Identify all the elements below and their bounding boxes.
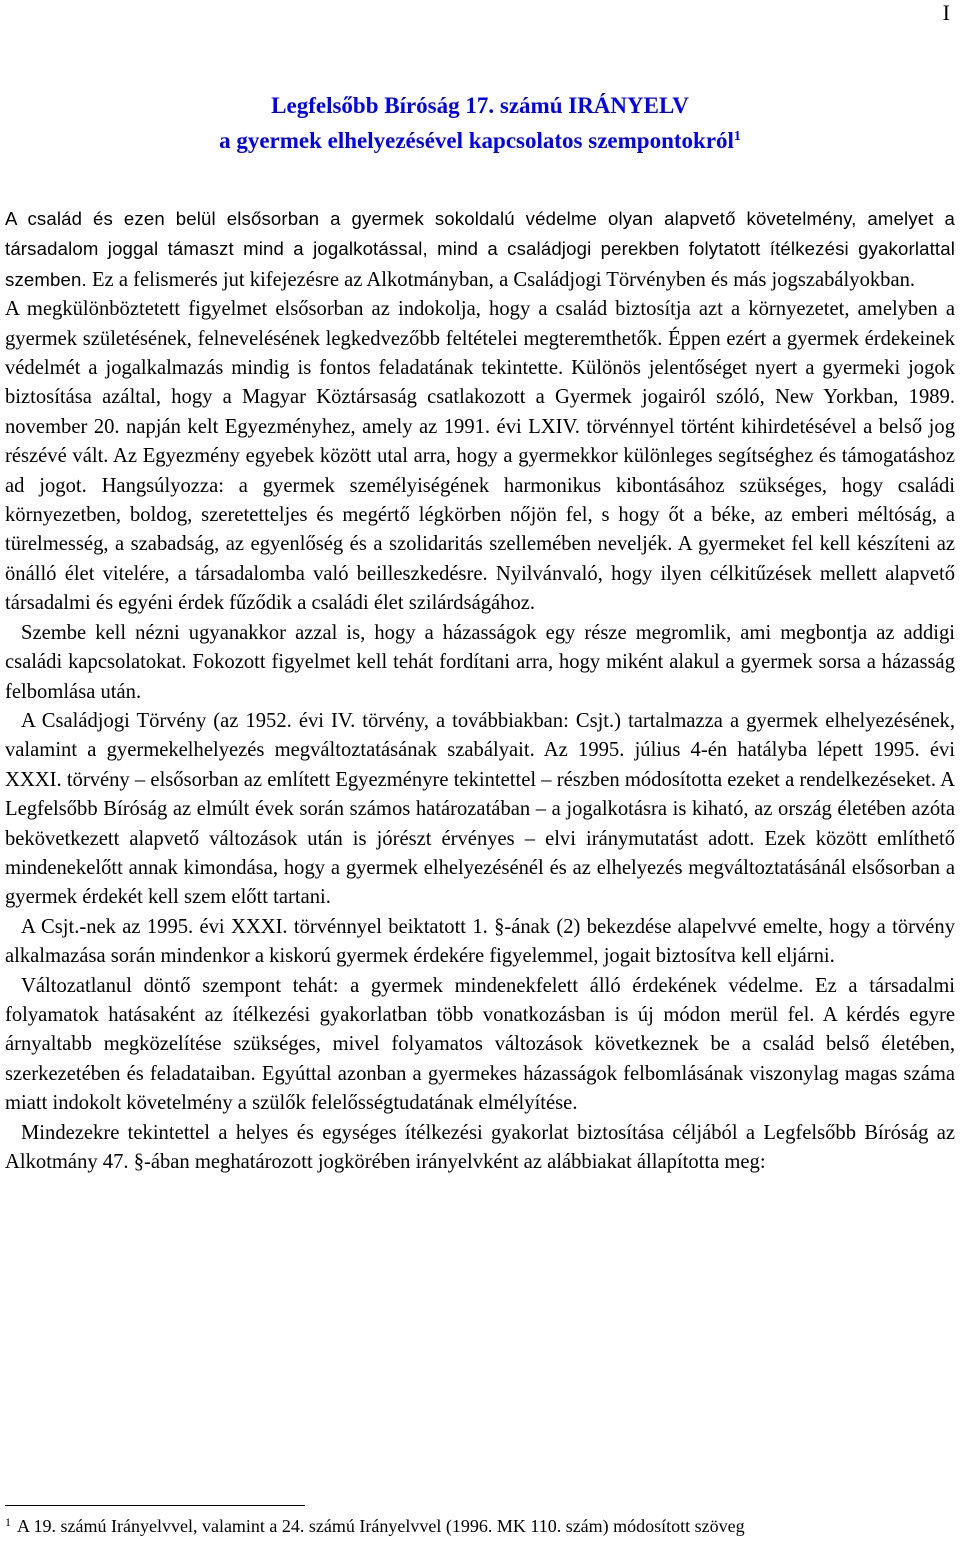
title-line-2-text: a gyermek elhelyezésével kapcsolatos szempontokról — [219, 128, 734, 153]
paragraph-2: A megkülönböztetett figyelmet elsősorban az indokolja, hogy a család biztosítja azt a környezetet, amelyben a gyermek születésének, felnevelésének legkedvezőbb feltételei megteremthetők. Éppen ezért a gyermek érdekeinek védelmét a jogalkalmazás mindig is fontos feladatának tekintette. Különös jelentőséget nyert a gyermeki jogok biztosítása azáltal, hogy a Magyar Köztársaság csatlakozott a Gyermek jogairól szóló, New Yorkban, 1989. november 20. napján kelt Egyezményhez, amely az 1991. évi LXIV. törvénnyel történt kihirdetésével a belső jog részévé vált. Az Egyezmény egyebek között utal arra, hogy a gyermekkor különleges segítséghez és támogatáshoz ad jogot. Hangsúlyozza: a gyermek személyiségének harmonikus kibontásához szükséges, hogy családi környezetben, boldog, szeretetteljes és megértő légkörben nőjön fel, s hogy őt a béke, az emberi méltóság, a türelmesség, a szabadság, az egyenlőség és a szolidaritás szellemében neveljék. A gyermeket fel kell készíteni az önálló élet vitelére, a társadalomba való beilleszkedésre. Nyilvánvaló, hogy ilyen célkitűzések mellett alapvető társadalmi és egyéni érdek fűződik a családi élet szilárdságához. — [5, 298, 955, 615]
paragraph-3: Szembe kell nézni ugyanakkor azzal is, hogy a házasságok egy része megromlik, ami megbontja az addigi családi kapcsolatokat. Fokozott figyelmet kell tehát fordítani arra, hogy miként alakul a gyermek sorsa a házasság felbomlása után. — [5, 621, 955, 703]
page-number: I — [942, 0, 950, 25]
paragraph-1-sans-text: A család és ezen belül elsősorban a gyermek sokoldalú védelme olyan alapvető követelmény, amelyet a társadalom joggal támaszt mind a jogalkotással, mind a családjogi perekben folytatott ítélkezési gyakorlattal szemben. — [5, 208, 955, 290]
footnote-text: A 19. számú Irányelvvel, valamint a 24. számú Irányelvvel (1996. MK 110. szám) módosított szöveg — [17, 1516, 745, 1536]
footnote-divider — [5, 1505, 305, 1506]
title-footnote-ref: 1 — [733, 129, 741, 144]
document-title — [0, 88, 960, 158]
footnote-marker: 1 — [5, 1515, 11, 1529]
paragraph-1-serif-text: Ez a felismerés jut kifejezésre az Alkotmányban, a Családjogi Törvényben és más jogszabályokban. — [86, 268, 916, 291]
paragraph-7: Mindezekre tekintettel a helyes és egységes ítélkezési gyakorlat biztosítása céljából a Legfelsőbb Bíróság az Alkotmány 47. §-ában meghatározott jogkörében irányelvként az alábbiakat állapította meg: — [5, 1121, 955, 1173]
paragraph-4: A Családjogi Törvény (az 1952. évi IV. törvény, a továbbiakban: Csjt.) tartalmazza a gyermek elhelyezésének, valamint a gyermekelhelyezés megváltoztatásának szabályait. Az 1995. július 4-én hatályba lépett 1995. évi XXXI. törvény – elsősorban az említett Egyezményre tekintettel – részben módosította ezeket a rendelkezéseket. A Legfelsőbb Bíróság az elmúlt évek során számos határozatában – a jogalkotásra is kiható, az ország életében azóta bekövetkezett alapvető változások után is jórészt érvényes – elvi iránymutatást adott. Ezek között említhető mindenekelőtt annak kimondása, hogy a gyermek elhelyezésénél és az elhelyezés megváltoztatásánál elsősorban a gyermek érdekét kell szem előtt tartani. — [5, 709, 955, 909]
paragraph-1 — [5, 204, 955, 295]
paragraph-6: Változatlanul döntő szempont tehát: a gyermek mindenekfelett álló érdekének védelme. Ez a társadalmi folyamatok hatásaként az ítélkezési gyakorlatban több vonatkozásban is új módon merül fel. A kérdés egyre árnyaltabb megközelítése szükséges, mivel folyamatos változások következnek be a család belső életében, szerkezetében és feladataiban. Egyúttal azonban a gyermekes házasságok felbomlásának viszonylag magas száma miatt indokolt követelmény a szülők felelősségtudatának elmélyítése. — [5, 974, 955, 1115]
document-body — [5, 204, 955, 1177]
title-line-2 — [0, 123, 960, 158]
footnote — [5, 1514, 955, 1538]
paragraph-5: A Csjt.-nek az 1995. évi XXXI. törvénnyel beiktatott 1. §-ának (2) bekezdése alapelvvé emelte, hogy a törvény alkalmazása során mindenkor a kiskorú gyermek érdekére figyelemmel, jogait biztosítva kell eljárni. — [5, 915, 955, 968]
title-line-1: Legfelsőbb Bíróság 17. számú IRÁNYELV — [271, 93, 689, 118]
